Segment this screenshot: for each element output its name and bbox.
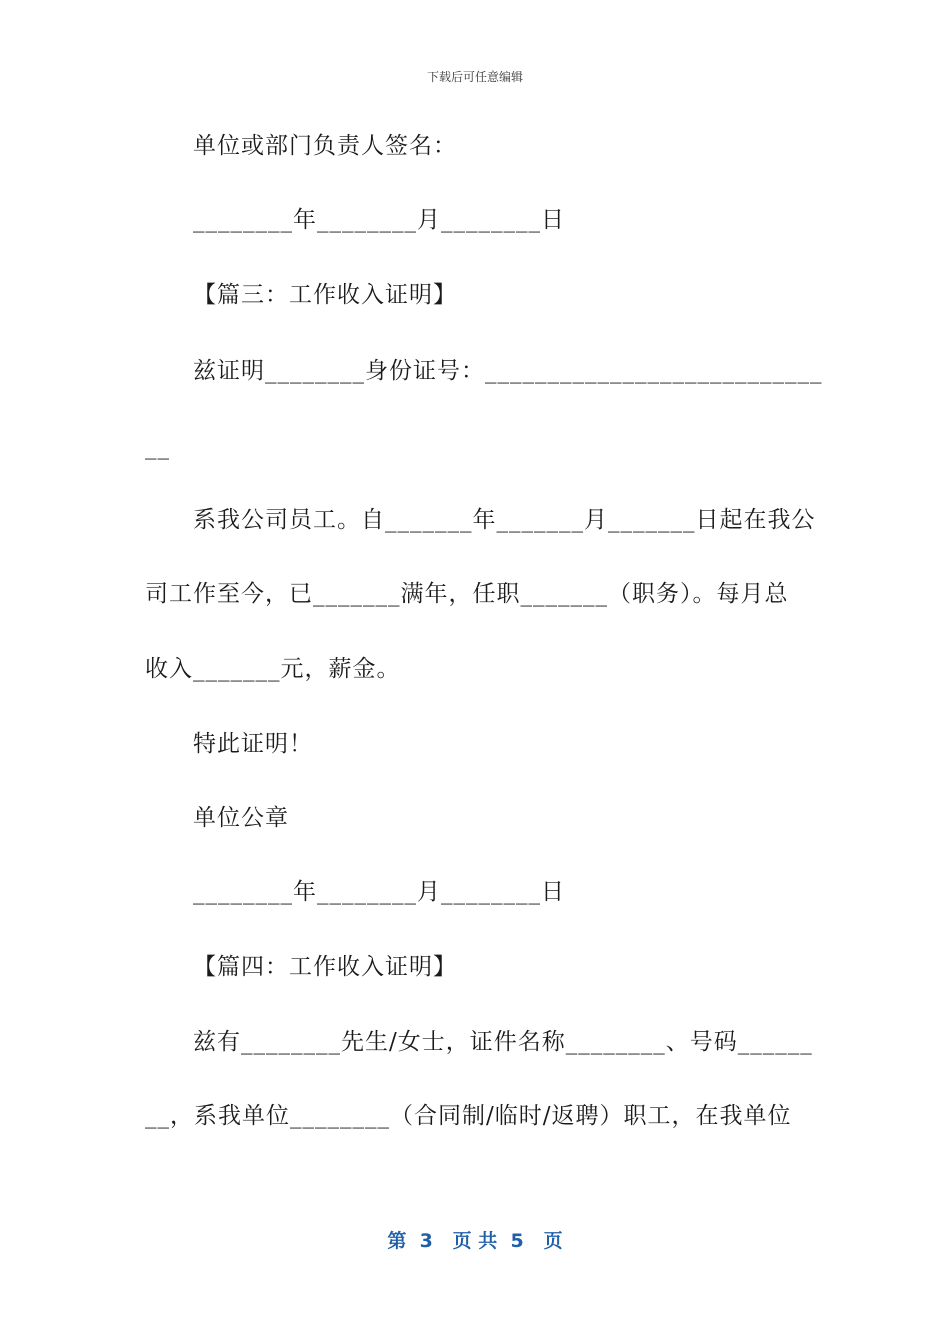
signature-label: 单位或部门负责人签名： xyxy=(193,133,457,159)
company-seal-label: 单位公章 xyxy=(193,805,289,831)
section-heading-4: 【篇四：工作收入证明】 xyxy=(193,954,457,980)
paragraph-line: 兹有________先生/女士，证件名称________、号码______ xyxy=(193,1029,813,1055)
closing-statement: 特此证明！ xyxy=(193,731,313,757)
date-blank-line: ________年________月________日 xyxy=(193,207,565,233)
page-header-note: 下载后可任意编辑 xyxy=(426,70,523,84)
paragraph-line: __，系我单位________（合同制/临时/返聘）职工，在我单位 xyxy=(145,1103,792,1129)
paragraph-line: 司工作至今，已_______满年，任职_______（职务）。每月总 xyxy=(145,581,789,607)
paragraph-line: 系我公司员工。自_______年_______月_______日起在我公 xyxy=(193,507,816,533)
paragraph-line: 收入_______元，薪金。 xyxy=(145,656,401,682)
paragraph-line: 兹证明________身份证号：___________________________ xyxy=(193,358,823,384)
paragraph-line: __ xyxy=(145,434,170,460)
date-blank-line: ________年________月________日 xyxy=(193,879,565,905)
section-heading-3: 【篇三：工作收入证明】 xyxy=(193,282,457,308)
page-number-footer: 第 3 页 共 5 页 xyxy=(387,1230,563,1252)
